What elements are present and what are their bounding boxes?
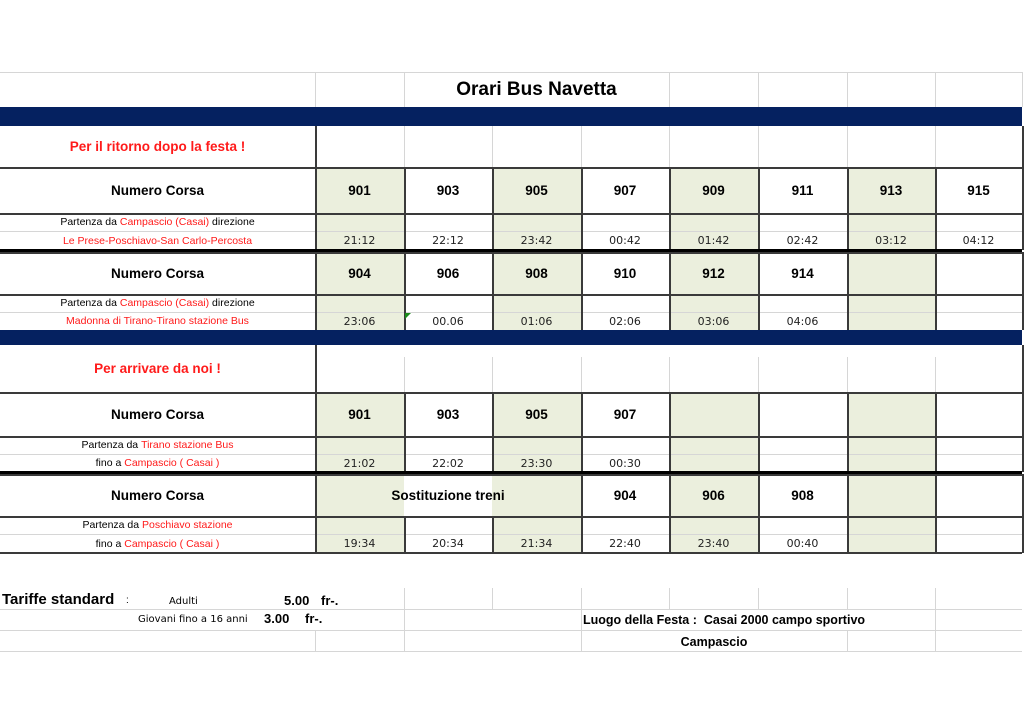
departure-place: Poschiavo stazione [142,519,233,531]
departure-info-line1 [0,294,315,312]
corsa-number: 906 [702,487,725,503]
corsa-number: 901 [348,406,371,422]
direction-route: Le Prese-Poschiavo-San Carlo-Percosta [62,234,253,247]
departure-prefix: Partenza da [60,297,120,309]
gridline [935,474,937,553]
gridline [404,126,405,167]
corsa-number: 908 [791,487,814,503]
departure-place: Tirano stazione Bus [141,439,234,451]
corsa-number: 909 [702,182,725,198]
departure-time: 22:40 [609,537,641,550]
direction-suffix: direzione [209,297,255,309]
gridline [492,357,493,392]
departure-place: Campascio (Casai) [119,216,210,228]
gridline [669,357,670,392]
giovani-price: 3.00 [264,611,290,626]
adulti-unit: fr-. [321,593,339,608]
gridline [0,630,1022,631]
corsa-number: 901 [348,182,371,198]
departure-time: 23:42 [520,234,553,247]
gridline [0,312,1022,313]
gridline [847,631,848,651]
departure-time: 02:06 [609,314,641,328]
corsa-number: 912 [702,265,725,281]
gridline [669,252,671,330]
departure-time: 01:42 [697,234,730,247]
gridline [315,474,317,553]
direction-route: Madonna di Tirano-Tirano stazione Bus [66,315,249,327]
gridline [847,588,848,610]
departure-info-line1 [0,436,315,454]
section-title-return: Per il ritorno dopo la festa ! [69,139,246,154]
gridline [315,392,317,472]
departure-time: 23:30 [520,456,553,470]
gridline [669,72,670,107]
gridline [669,167,671,250]
green-column-bg [847,252,935,330]
gridline [758,474,760,553]
destination-place: Campascio ( Casai ) [124,457,220,469]
gridline [758,126,759,167]
gridline [669,392,671,472]
gridline [492,167,494,250]
gridline [581,126,582,167]
gridline [404,516,406,553]
gridline [847,167,849,250]
gridline [0,454,1022,455]
gridline [847,252,849,330]
gridline [0,231,1022,232]
gridline [847,357,848,392]
gridline [581,610,582,630]
gridline [581,252,583,330]
gridline [1022,126,1024,167]
comment-indicator-icon[interactable] [405,313,411,319]
corsa-number: 903 [436,406,460,422]
gridline [581,357,582,392]
numero-corsa-label: Numero Corsa [110,406,205,422]
gridline [935,392,937,472]
gridline [404,357,405,392]
numero-corsa-label: Numero Corsa [110,487,205,503]
tariffe-label: Tariffe standard [2,591,115,608]
departure-time: 03:12 [875,234,907,247]
gridline [404,392,406,472]
departure-time: 23:06 [343,314,376,328]
gridline [0,294,1022,296]
departure-time: 04:12 [962,234,995,247]
gridline [1022,392,1024,472]
departure-prefix: Partenza da [81,439,142,451]
destination-prefix: fino a [95,537,125,550]
direction-suffix: direzione [209,216,255,228]
gridline [0,534,1022,535]
departure-prefix: Partenza da [60,216,120,228]
gridline [404,167,406,250]
departure-time: 22:02 [432,456,464,470]
corsa-number: 907 [613,182,637,198]
gridline [935,610,936,630]
gridline [0,552,1022,554]
departure-time: 03:06 [697,314,730,328]
departure-time: 02:42 [786,234,819,247]
gridline [492,516,494,553]
numero-corsa-label: Numero Corsa [110,265,205,281]
gridline [935,167,937,250]
gridline [1022,167,1024,250]
gridline [492,252,494,330]
adulti-price: 5.00 [284,593,310,608]
gridline [847,126,848,167]
gridline [492,392,494,472]
gridline [0,392,1022,394]
green-column-bg [669,392,758,472]
corsa-number: 905 [525,406,548,422]
sostituzione-treni-label: Sostituzione treni [391,487,505,503]
giovani-label: Giovani fino a 16 anni [138,614,248,625]
gridline [847,72,848,107]
corsa-number: 911 [791,182,814,198]
gridline [1022,474,1024,553]
gridline [758,72,759,107]
departure-time: 04:06 [786,314,819,328]
corsa-number: 907 [613,406,637,422]
departure-info-line1 [0,516,315,534]
gridline [935,631,936,651]
gridline [935,357,936,392]
numero-corsa-label: Numero Corsa [110,182,205,198]
gridline [758,252,760,330]
corsa-number: 904 [613,487,637,503]
green-column-bg [847,392,935,472]
gridline [669,588,670,610]
luogo-place: Campascio [680,634,748,649]
gridline [492,126,493,167]
departure-time: 21:34 [520,537,553,550]
gridline [0,474,1022,476]
departure-time: 22:12 [432,234,464,247]
corsa-number: 906 [436,265,460,281]
gridline [758,392,760,472]
gridline [935,252,937,330]
destination-place: Campascio ( Casai ) [124,537,220,550]
gridline [758,588,759,610]
departure-info-line2 [0,454,315,472]
corsa-number: 913 [879,182,903,198]
gridline [492,588,493,610]
gridline [847,474,849,553]
gridline [935,72,936,107]
departure-time: 21:02 [343,456,376,470]
section-divider-bar [0,330,1022,345]
gridline [315,167,317,250]
gridline [935,588,936,610]
gridline [0,252,1022,254]
gridline [581,474,583,553]
gridline [581,392,583,472]
adulti-label: Adulti [169,596,198,607]
departure-place: Campascio (Casai) [119,297,210,309]
section-title-arrive: Per arrivare da noi ! [94,361,221,376]
gridline [0,167,1022,169]
gridline [758,167,760,250]
gridline [1022,345,1024,392]
departure-info-line2 [0,534,315,553]
departure-prefix: Partenza da [82,519,143,531]
departure-time: 20:34 [432,537,464,550]
gridline [0,436,1022,438]
gridline [935,126,936,167]
green-column-bg [847,474,935,553]
corsa-number: 914 [791,265,814,281]
gridline [1022,72,1023,107]
departure-time: 23:40 [697,537,730,550]
gridline [669,474,671,553]
departure-info-line1 [0,213,315,231]
page-title: Orari Bus Navetta [456,79,617,100]
gridline [315,252,317,330]
gridline [404,631,405,651]
corsa-number: 910 [613,265,637,281]
gridline [315,126,317,167]
section-divider-bar [0,107,1022,126]
corsa-number: 905 [525,182,548,198]
gridline [1022,252,1024,330]
corsa-number: 903 [436,182,460,198]
departure-time: 01:06 [520,314,553,328]
departure-time: 00:42 [609,234,641,247]
departure-time: 21:12 [343,234,376,247]
destination-prefix: fino a [95,457,125,469]
corsa-number: 915 [967,182,990,198]
gridline [404,588,405,610]
gridline [581,167,583,250]
gridline [0,609,1022,610]
departure-time: 19:34 [343,537,376,550]
gridline [847,392,849,472]
giovani-unit: fr-. [305,611,323,626]
corsa-number: 904 [348,265,371,281]
departure-time: 00:40 [786,537,819,550]
gridline [315,631,316,651]
tariffe-colon: : [126,595,129,606]
gridline [0,516,1022,518]
gridline [581,588,582,610]
gridline [758,357,759,392]
gridline [315,72,316,107]
gridline [669,126,670,167]
gridline [404,610,405,630]
gridline [0,213,1022,215]
departure-time: 00.06 [432,314,464,328]
luogo-festa: Luogo della Festa : Casai 2000 campo sportivo [583,613,866,627]
corsa-number: 908 [525,265,548,281]
gridline [315,345,317,392]
gridline [0,651,1022,652]
departure-time: 00:30 [609,456,641,470]
